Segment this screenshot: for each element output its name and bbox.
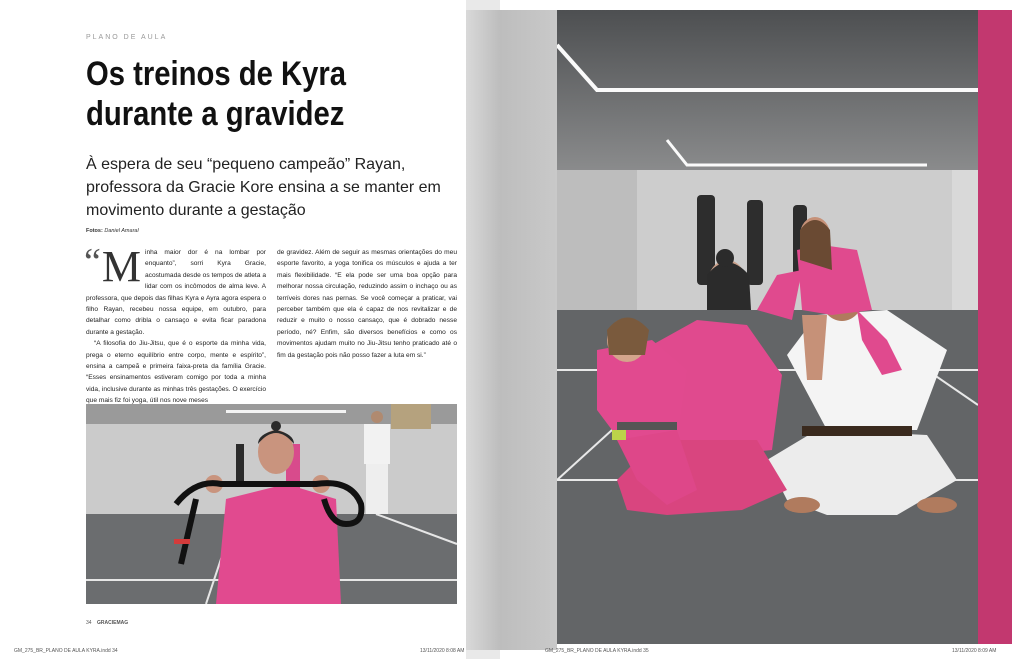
magazine-brand: GRACIEMAG	[97, 620, 129, 626]
paragraph: inha maior dor é na lombar por enquanto”, sorri Kyra Gracie, acostumada desde os tempos de atleta a lidar com os incômodos de alma leve. A professora, que depois das filhas Kyra e Ayra agora espera o filho Rayan, recebeu nossa equipe, em outubro, para detalhar como dribla o cansaço e evita ficar paradona durante a gestação.	[86, 249, 266, 336]
section-label: PLANO DE AULA	[86, 34, 168, 41]
spine-shadow-left	[466, 10, 500, 650]
photo-kyra-belt	[86, 404, 457, 604]
article-subtitle: À espera de seu “pequeno campeão” Rayan, professora da Gracie Kore ensina a se manter em movimento durante a gestação	[86, 156, 441, 219]
photo-credit: Fotos: Daniel Amaral	[86, 228, 139, 234]
drop-cap: M	[101, 242, 141, 291]
text-column-1	[84, 241, 266, 407]
accent-bar	[978, 10, 1012, 644]
paragraph: de gravidez. Além de seguir as mesmas orientações do meu esporte favorito, a yoga tonifica os músculos e ajuda a ter mais flexibilidade. “E ela pode ser uma boa opção para melhorar nossa circulação, reduzindo assim o inchaço ou as terríveis dores nas pernas. Se você começar a praticar, vai perceber também que ela é capaz de nos revitalizar e de reduzir e muito o nosso cansaço, que é dobrado nesse período, né? Enfim, são diversos benefícios e como os movimentos ajudam muito no Jiu-Jitsu tenho praticado até o fim da gestação pois não posso fazer a luta em si.”	[277, 249, 457, 359]
photo-family	[557, 10, 978, 644]
photo-family-illustration	[557, 10, 978, 644]
text-column-2	[277, 247, 457, 361]
article-title: Os treinos de Kyra durante a gravidez	[86, 55, 347, 133]
spine-shadow-right	[500, 10, 557, 650]
footer-file-left: GM_275_BR_PLANO DE AULA KYRA.indd 34	[14, 648, 118, 654]
photo-kyra-belt-illustration	[86, 404, 457, 604]
man-standing	[364, 411, 390, 514]
footer-date-right: 13/11/2020 8:09 AM	[952, 648, 997, 654]
footer-file-right: GM_275_BR_PLANO DE AULA KYRA.indd 35	[545, 648, 649, 654]
drop-quote: “	[84, 241, 101, 283]
footer-date-left: 13/11/2020 8:08 AM	[420, 648, 465, 654]
page-number-left: 34	[86, 620, 92, 626]
paragraph: “A filosofia do Jiu-Jitsu, que é o esporte da minha vida, prega o eterno equilíbrio entre corpo, mente e espírito”, ensina a campeã e primeira faixa-preta da família Gracie. “Esses ensinamentos estiveram comigo por toda a minha vida, inclusive durante as minhas três gestações. O exercício que mais fiz foi yoga, útil nos nove meses	[86, 340, 266, 405]
